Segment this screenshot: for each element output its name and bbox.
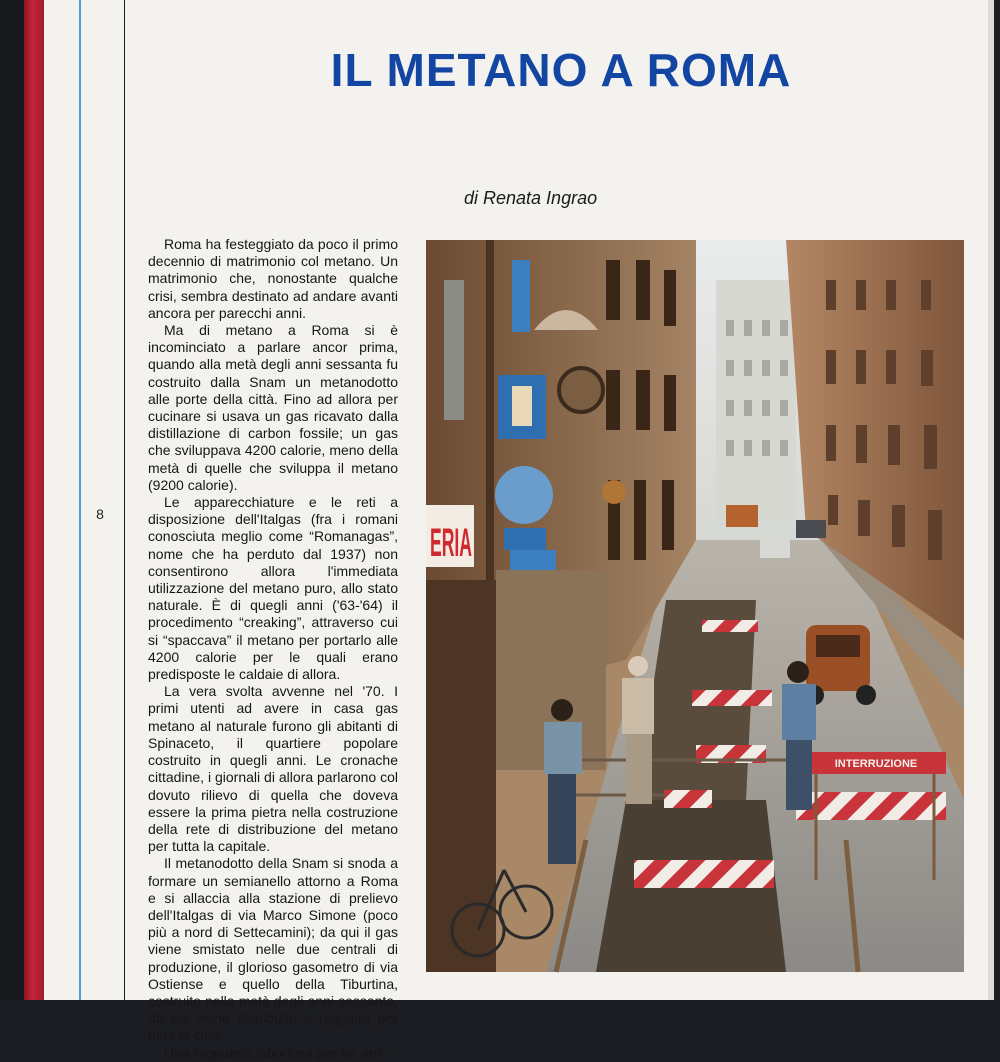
article-byline: di Renata Ingrao — [464, 188, 598, 208]
worker — [622, 656, 654, 804]
paragraph: Il metanodotto della Snam si snoda a formare un semianello attorno a Roma e si allaccia alla stazione di prelievo dell'Italgas di via Marco Simone (poco più a nord di Settecamini); da qui il gas viene smistato nelle due centrali di produzione, il glorioso gasometro di via Ostiense e quello della Tiburtina, costruito nella metà degli anni sessanta, da cui viene distribuito a raggiera per tutta la città. — [148, 855, 398, 1044]
street-photo — [426, 240, 964, 972]
blue-margin-rule — [79, 0, 81, 1000]
barrier — [664, 790, 712, 808]
book-binding — [0, 0, 24, 1000]
barrier — [692, 690, 772, 706]
page-number: 8 — [96, 506, 104, 522]
article-title: IL METANO A ROMA — [330, 44, 792, 96]
magazine-page — [44, 0, 994, 1061]
paragraph: Ma di metano a Roma si è incominciato a parlare ancor prima, quando alla metà degli anni sessanta fu costruito dalla Snam un metanodotto alle porte della città. Fino ad allora per cucinare si usava un gas ricavato dalla distillazione di carbon fossile; un gas che sviluppava 4200 calorie, meno della metà di quelle che sviluppa il metano (9200 calorie). — [148, 322, 398, 493]
red-spine — [24, 0, 44, 1000]
paragraph: Le apparecchiature e le reti a disposizione dell'Italgas (fra i romani conosciuta meglio come “Romanagas”, nome che ha perduto dal 1937) non consentirono allora l'immediata utilizzazione del metano puro, allo stato naturale. È di quegli anni ('63-'64) il procedimento “creaking”, attraverso cui si “spaccava” il metano per portarlo alle 4200 calorie per le quali erano predisposte le caldaie di allora. — [148, 494, 398, 683]
interruzione-sign-text: INTERRUZIONE — [834, 758, 918, 770]
article-body — [148, 236, 398, 1061]
blue-sign-vertical — [512, 260, 530, 332]
column-rule — [124, 0, 125, 1000]
barrier — [796, 792, 946, 820]
paragraph: La vera svolta avvenne nel '70. I primi utenti ad avere in casa gas metano al naturale furono gli abitanti di Spinaceto, il quartiere popolare costruito in quegli anni. Le cronache cittadine, i giornali di allora parlarono col dovuto rilievo di quella che doveva essere la prima pietra nella costruzione della rete di distribuzione del metano per tutta la capitale. — [148, 683, 398, 855]
barrier — [702, 620, 758, 632]
barrier — [634, 860, 774, 888]
shop-sign-text: ERIA — [430, 521, 472, 565]
round-blue-sign — [495, 466, 553, 524]
paragraph: Roma ha festeggiato da poco il primo decennio di matrimonio col metano. Un matrimonio che, nonostante qualche crisi, sembra destinato ad andare avanti ancora per parecchi anni. — [148, 236, 398, 321]
orange-car — [806, 625, 870, 691]
page-edge — [988, 0, 994, 1000]
worker — [544, 699, 582, 864]
paragraph: Una ragnatela laboriosa per far arri- — [164, 1044, 386, 1061]
